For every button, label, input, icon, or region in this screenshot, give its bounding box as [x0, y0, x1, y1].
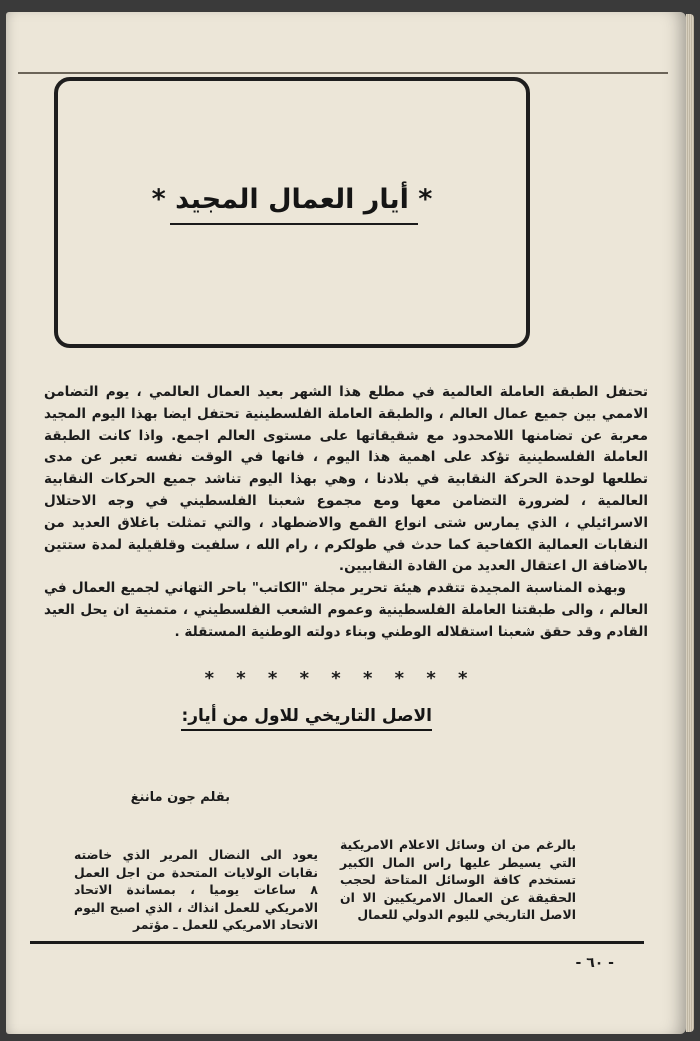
page-edge-shadow: [686, 14, 694, 1032]
title-underline: [170, 223, 418, 225]
header-rule: [18, 72, 668, 74]
intro-paragraph: وبهذه المناسبة المجيدة تتقدم هيئة تحرير مجلة "الكاتب" باحر التهاني لجميع العمال في العالم ، والى طبقتنا العاملة الفلسطينية وعموم الشعب الفلسطيني ، متمنية ان يحل العيد القادم وقد حقق شعبنا استقلاله الوطني وبناء دولته الوطنية المستقلة .: [44, 580, 648, 640]
section-subheading: الاصل التاريخي للاول من أيار:: [181, 706, 432, 731]
byline: بقلم جون ماننغ: [130, 790, 230, 805]
column-left: يعود الى النضال المرير الذي خاضته نقابات الولايات المتحدة من اجل العمل ٨ ساعات يوميا ، بمساندة الاتحاد الامريكي للعمل انذاك ، الذي اصبح اليوم الاتحاد الامريكي للعمل ـ مؤتمر: [74, 847, 318, 932]
title-box: [54, 77, 530, 348]
column-right: بالرغم من ان وسائل الاعلام الامريكية التي يسيطر عليها راس المال الكبير تستخدم كافة الوسائل المتاحة لحجب الحقيقة عن العمال الامريكيين الا ان الاصل التاريخي لليوم الدولي للعمال: [340, 837, 576, 922]
page-number: - ٦٠ -: [575, 955, 614, 971]
article-title: * أيار العمال المجيد *: [151, 184, 433, 215]
intro-text: [44, 382, 648, 644]
bottom-rule: [30, 941, 644, 944]
star-separator: * * * * * * * * *: [204, 668, 476, 689]
intro-paragraph: تحتفل الطبقة العاملة العالمية في مطلع هذا الشهر بعيد العمال العالمي ، يوم التضامن الاممي بين جميع عمال العالم ، والطبقة العاملة الفلسطينية تحتفل ايضا بهذا اليوم المجيد معربة عن تضامنها اللامحدود مع شقيقاتها على مستوى العالم اجمع. واذا كانت الطبقة العاملة الفلسطينية تؤكد على اهمية هذا اليوم ، فانها في الوقت نفسه تعبر عن مدى تطلعها لوحدة الحركة النقابية في بلادنا ، وهي بهذا اليوم تناشد جميع الحركات النقابية العالمية ، لضرورة التضامن معها ومع مجموع شعبنا الفلسطيني في وجه الاحتلال الاسرائيلي ، الذي يمارس شتى انواع القمع والاضطهاد ، والتي تمثلت باغلاق العديد من النقابات العمالية الكفاحية كما حدث في طولكرم ، رام الله ، سلفيت وقلقيلية لمدة ستتين بالاضافة ال اعتقال العديد من القادة النقابيين.: [44, 384, 648, 575]
